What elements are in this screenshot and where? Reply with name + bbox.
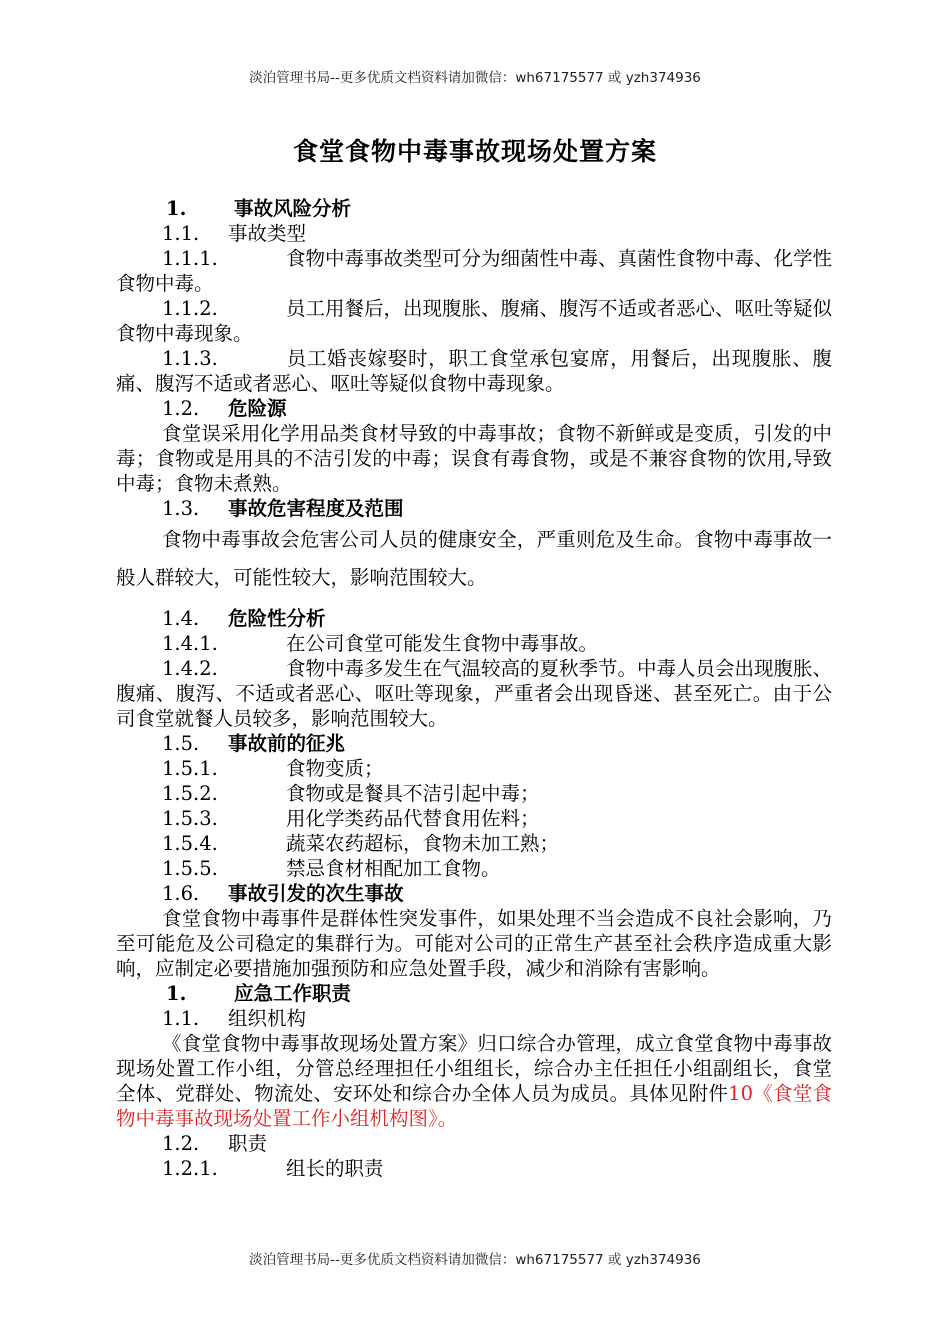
paragraph: 《食堂食物中毒事故现场处置方案》归口综合办管理，成立食堂食物中毒事故现场处置工作小组，分管总经理担任小组组长，综合办主任担任小组副组长，食堂全体、党群处、物流处、安环处和综合办全体人员为成员。具体见附件10《食堂食物中毒事故现场处置工作小组机构图》。 xyxy=(116,1032,832,1130)
section-heading: 1. 应急工作职责 xyxy=(166,982,352,1005)
document-title: 食堂食物中毒事故现场处置方案 xyxy=(292,137,657,166)
list-item: 1.5.1. 食物变质； xyxy=(162,757,384,780)
list-item: 1.1.1. 食物中毒事故类型可分为细菌性中毒、真菌性食物中毒、化学性食物中毒。 xyxy=(116,247,833,295)
list-item: 1.5.3. 用化学类药品代替食用佐料； xyxy=(162,807,540,830)
appendix-link[interactable]: 10《食堂食物中毒事故现场处置工作小组机构图》。 xyxy=(116,1082,832,1130)
subsection-heading: 1.5. 事故前的征兆 xyxy=(162,732,346,755)
subsection-heading: 1.6. 事故引发的次生事故 xyxy=(162,882,404,905)
document-body xyxy=(116,196,832,1181)
page-header: 淡泊管理书局--更多优质文档资料请加微信：wh67175577 或 yzh374936 xyxy=(249,70,701,86)
subsection-heading: 1.1. 组织机构 xyxy=(162,1007,307,1030)
list-item: 1.4.1. 在公司食堂可能发生食物中毒事故。 xyxy=(162,632,599,655)
page-footer: 淡泊管理书局--更多优质文档资料请加微信：wh67175577 或 yzh374936 xyxy=(249,1252,701,1268)
subsection-heading: 1.4. 危险性分析 xyxy=(162,607,326,630)
list-item: 1.1.3. 员工婚丧嫁娶时，职工食堂承包宴席，用餐后，出现腹胀、腹痛、腹泻不适或者恶心、呕吐等疑似食物中毒现象。 xyxy=(116,347,832,395)
list-item: 1.5.4. 蔬菜农药超标，食物未加工熟； xyxy=(162,832,560,855)
subsection-heading: 1.1. 事故类型 xyxy=(162,222,307,245)
list-item: 1.4.2. 食物中毒多发生在气温较高的夏秋季节。中毒人员会出现腹胀、腹痛、腹泻、不适或者恶心、呕吐等现象，严重者会出现昏迷、甚至死亡。由于公司食堂就餐人员较多，影响范围较大。 xyxy=(116,657,833,730)
paragraph: 食堂食物中毒事件是群体性突发事件，如果处理不当会造成不良社会影响，乃至可能危及公司稳定的集群行为。可能对公司的正常生产甚至社会秩序造成重大影响，应制定必要措施加强预防和应急处置手段，减少和消除有害影响。 xyxy=(116,907,832,980)
list-item: 1.5.5. 禁忌食材相配加工食物。 xyxy=(162,857,501,880)
subsection-heading: 1.3. 事故危害程度及范围 xyxy=(162,497,404,520)
paragraph: 食物中毒事故会危害公司人员的健康安全，严重则危及生命。食物中毒事故一般人群较大，可能性较大，影响范围较大。 xyxy=(116,528,832,589)
subsection-heading: 1.2. 危险源 xyxy=(162,397,287,420)
section-heading: 1. 事故风险分析 xyxy=(166,197,352,220)
list-item: 1.5.2. 食物或是餐具不洁引起中毒； xyxy=(162,782,540,805)
subsection-heading: 1.2. 职责 xyxy=(162,1132,268,1155)
list-item: 1.2.1. 组长的职责 xyxy=(162,1157,384,1180)
paragraph: 食堂误采用化学用品类食材导致的中毒事故；食物不新鲜或是变质，引发的中毒；食物或是用具的不洁引发的中毒；误食有毒食物，或是不兼容食物的饮用,导致中毒；食物未煮熟。 xyxy=(116,422,832,495)
list-item: 1.1.2. 员工用餐后，出现腹胀、腹痛、腹泻不适或者恶心、呕吐等疑似食物中毒现象。 xyxy=(116,297,833,345)
